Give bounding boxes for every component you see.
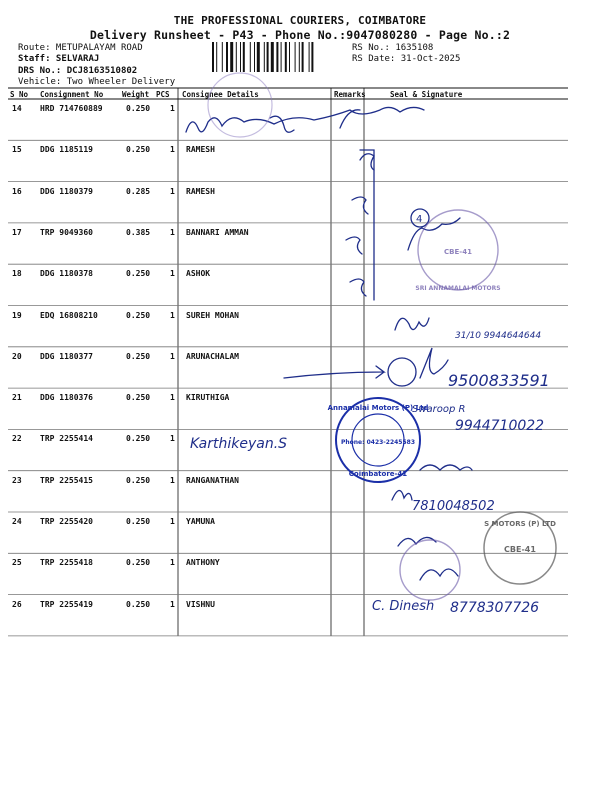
- row-pcs: 1: [170, 434, 175, 444]
- row-consignment: TRP 2255420: [40, 517, 93, 526]
- handwritten-dinesh: C. Dinesh: [372, 599, 435, 614]
- row-sno: 18: [12, 269, 22, 279]
- handwritten-phone-2: 9944710022: [455, 418, 545, 434]
- row-consignee: RAMESH: [186, 186, 215, 196]
- row-weight: 0.250: [126, 558, 151, 568]
- row-weight: 0.250: [126, 393, 151, 403]
- row-consignment: TRP 2255418: [40, 558, 93, 568]
- row-pcs: 1: [170, 269, 175, 279]
- vehicle-label: Vehicle: Two Wheeler Delivery: [18, 77, 176, 87]
- bracket-stroke: [360, 150, 374, 300]
- row-sno: 24: [12, 517, 22, 526]
- col-seal-header: Seal & Signature: [390, 90, 463, 99]
- row-weight: 0.250: [126, 599, 151, 609]
- circle-mark: [388, 358, 416, 386]
- row-weight: 0.250: [126, 475, 151, 485]
- row-sno: 15: [12, 145, 22, 155]
- row-sno: 19: [12, 310, 22, 320]
- row-consignee: SUREH MOHAN: [186, 310, 239, 320]
- row-weight: 0.285: [126, 186, 151, 196]
- row-consignee: YAMUNA: [186, 517, 215, 526]
- row-sno: 16: [12, 186, 22, 196]
- rs-number: RS No.: 1635108: [352, 43, 434, 53]
- col-consignment-header: Consignment No: [40, 90, 104, 99]
- col-pcs-header: PCS: [156, 90, 170, 99]
- row22-handwritten-name: Karthikeyan.S: [190, 436, 288, 452]
- signature-row25: [398, 537, 436, 546]
- row-consignee: ANTHONY: [186, 558, 220, 568]
- col-remarks-header: Remarks: [334, 90, 366, 99]
- col-weight-header: Weight: [122, 90, 150, 99]
- company-title: THE PROFESSIONAL COURIERS, COIMBATORE: [173, 14, 427, 27]
- row-pcs: 1: [170, 393, 175, 403]
- stamp-sri-annamalai-code: CBE-41: [444, 248, 472, 256]
- signature-row14: [186, 107, 424, 132]
- col-consignee-header: Consignee Details: [182, 90, 259, 99]
- row-consignee: ARUNACHALAM: [186, 351, 239, 361]
- row-consignee: RAMESH: [186, 145, 215, 155]
- signature-row19: [395, 318, 429, 330]
- row-weight: 0.385: [126, 227, 151, 237]
- drs-label: DRS No.: DCJ8163510802: [18, 66, 138, 76]
- handwritten-phone-3: 7810048502: [412, 499, 495, 514]
- arrow-line: [284, 366, 384, 378]
- row-consignee: RANGANATHAN: [186, 475, 239, 485]
- row-sno: 20: [12, 351, 22, 361]
- stamp-sri-annamalai-name: SRI ANNAMALAI MOTORS: [415, 285, 501, 292]
- signature-row24: [392, 490, 412, 500]
- row-weight: 0.250: [126, 310, 151, 320]
- signature-row26: [420, 569, 458, 580]
- stamp-annamalai-phone: Phone: 0423-2245583: [340, 439, 416, 446]
- row-pcs: 1: [170, 599, 175, 609]
- row-consignment: HRD 714760889: [40, 104, 103, 113]
- row-sno: 14: [12, 104, 22, 113]
- handwritten-circled-number: 4: [416, 214, 423, 225]
- handwritten-phone-4: 8778307726: [450, 600, 540, 616]
- row-consignment: DDG 1180378: [40, 269, 93, 279]
- staff-label: Staff: SELVARAJ: [18, 54, 100, 64]
- row-consignment: DDG 1180379: [40, 186, 93, 196]
- check-marks-stroke: [340, 110, 374, 296]
- row-consignment: TRP 9049360: [40, 227, 93, 237]
- row-pcs: 1: [170, 227, 175, 237]
- signature-row20: [420, 348, 448, 378]
- row-consignee: KIRUTHIGA: [186, 393, 230, 403]
- row-consignee: VISHNU: [186, 599, 215, 609]
- row-pcs: 1: [170, 351, 175, 361]
- row-sno: 22: [12, 434, 22, 444]
- stamp-motors-name: S MOTORS (P) LTD: [484, 520, 556, 528]
- row-sno: 26: [12, 599, 22, 609]
- row-consignment: TRP 2255414: [40, 434, 93, 444]
- signature-row23: [420, 465, 472, 470]
- row-consignment: DDG 1185119: [40, 145, 93, 155]
- route-label: Route: METUPALAYAM ROAD: [18, 43, 143, 53]
- row-pcs: 1: [170, 558, 175, 568]
- row-consignment: DDG 1180376: [40, 393, 93, 403]
- row-pcs: 1: [170, 104, 175, 113]
- row-sno: 25: [12, 558, 22, 568]
- row-weight: 0.250: [126, 145, 151, 155]
- row-consignee: ASHOK: [186, 269, 211, 279]
- row-sno: 21: [12, 393, 22, 403]
- rs-date: RS Date: 31-Oct-2025: [352, 54, 461, 64]
- row-consignment: TRP 2255419: [40, 599, 93, 609]
- handwritten-swaroop: Swaroop R: [412, 404, 466, 415]
- row-consignment: EDQ 16808210: [40, 310, 98, 320]
- handwritten-number-row19: 31/10 9944644644: [455, 331, 542, 341]
- handwritten-phone-1: 9500833591: [448, 371, 550, 390]
- stamp-annamalai-name: Annamalai Motors (P) Ltd: [327, 404, 429, 412]
- row-pcs: 1: [170, 310, 175, 320]
- row-consignee: BANNARI AMMAN: [186, 227, 249, 237]
- row-sno: 23: [12, 475, 22, 485]
- row-pcs: 1: [170, 145, 175, 155]
- row-weight: 0.250: [126, 434, 151, 444]
- stamp-top-faint: [208, 73, 272, 137]
- col-sno-header: S No: [10, 90, 29, 99]
- row-pcs: 1: [170, 475, 175, 485]
- row-sno: 17: [12, 227, 22, 237]
- row-weight: 0.250: [126, 351, 151, 361]
- row-consignment: DDG 1180377: [40, 351, 93, 361]
- row-consignment: TRP 2255415: [40, 475, 93, 485]
- stamp-motors-code: CBE-41: [504, 545, 536, 554]
- stamp-annamalai-city: Coimbatore-41: [348, 470, 408, 478]
- runsheet-subtitle: Delivery Runsheet - P43 - Phone No.:9047080280 - Page No.:2: [89, 28, 511, 42]
- row-weight: 0.250: [126, 517, 151, 526]
- row-weight: 0.250: [126, 104, 151, 113]
- row-pcs: 1: [170, 186, 175, 196]
- row-weight: 0.250: [126, 269, 151, 279]
- row-pcs: 1: [170, 517, 175, 526]
